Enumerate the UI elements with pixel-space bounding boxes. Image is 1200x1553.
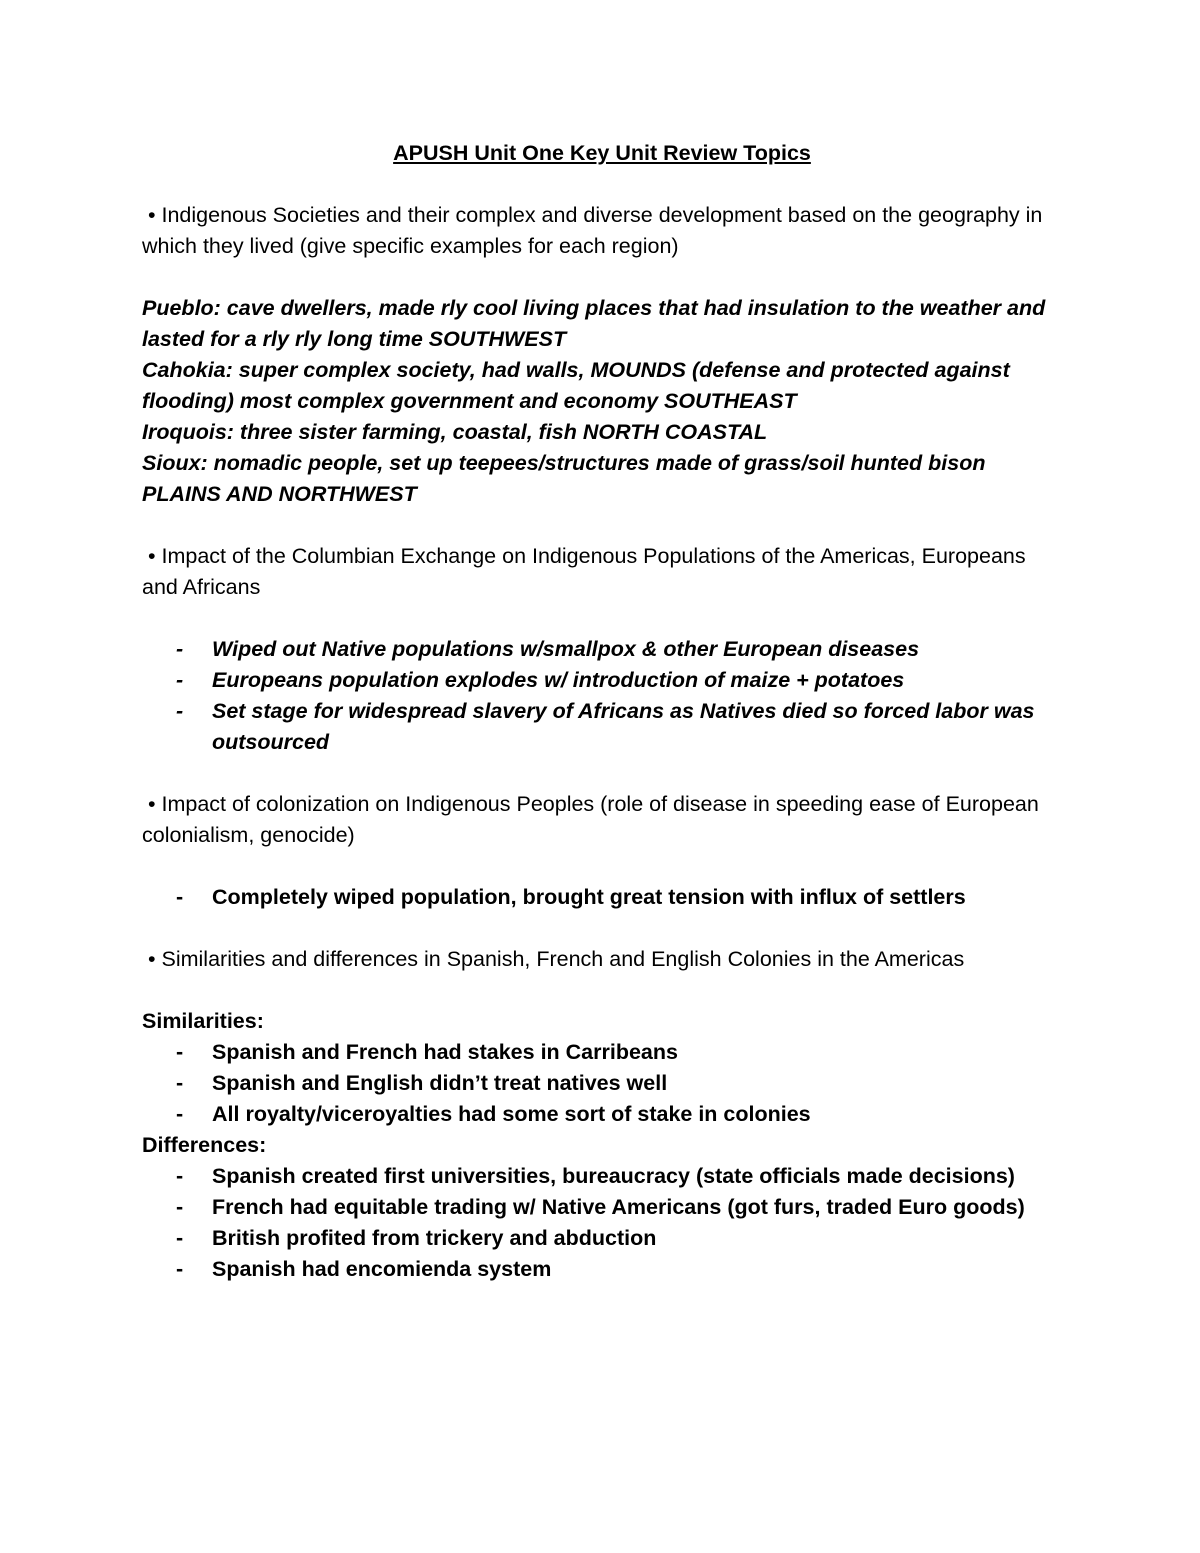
- similarities-list: [142, 1037, 1062, 1130]
- similarities-heading: Similarities:: [142, 1009, 264, 1033]
- topic-columbian-exchange: [142, 541, 1062, 603]
- regions-list: [142, 293, 1062, 510]
- region-iroquois: Iroquois: three sister farming, coastal, fish NORTH COASTAL: [142, 420, 768, 444]
- list-item-text: Wiped out Native populations w/smallpox & other European diseases: [212, 637, 920, 661]
- dash-icon: -: [176, 699, 184, 723]
- dash-icon: -: [176, 1102, 184, 1126]
- spacer: [142, 975, 1062, 1006]
- list-item: [142, 1254, 1062, 1285]
- document-page: [142, 138, 1062, 1285]
- dash-icon: -: [176, 1040, 184, 1064]
- list-item: [142, 1192, 1062, 1223]
- topic-indigenous-societies: [142, 200, 1062, 262]
- list-item-text: Spanish created first universities, bureaucracy (state officials made decisions): [212, 1164, 1015, 1188]
- dash-icon: -: [176, 1195, 184, 1219]
- list-item-text: Spanish had encomienda system: [212, 1257, 552, 1281]
- topic-colonization: [142, 789, 1062, 851]
- list-item-text: French had equitable trading w/ Native Americans (got furs, traded Euro goods): [212, 1195, 1025, 1219]
- list-item-text: Spanish and French had stakes in Carribeans: [212, 1040, 678, 1064]
- topic-colonies-comparison: [142, 944, 1062, 975]
- list-item: [142, 665, 1062, 696]
- bullet-icon: •: [147, 792, 156, 816]
- differences-list: [142, 1161, 1062, 1285]
- spacer: [142, 758, 1062, 789]
- region-sioux: Sioux: nomadic people, set up teepees/structures made of grass/soil hunted bison PLAINS AND NORTHWEST: [142, 451, 986, 506]
- colonization-points-list: [142, 882, 1062, 913]
- differences-heading: Differences:: [142, 1133, 267, 1157]
- list-item: [142, 882, 1062, 913]
- topic-text: Indigenous Societies and their complex and diverse development based on the geography in which they lived (give specific examples for each region): [142, 203, 1043, 258]
- list-item-text: Set stage for widespread slavery of Africans as Natives died so forced labor was outsourced: [212, 699, 1035, 754]
- region-cahokia: Cahokia: super complex society, had walls, MOUNDS (defense and protected against flooding) most complex government and economy SOUTHEAST: [142, 358, 1010, 413]
- bullet-icon: •: [147, 203, 156, 227]
- topic-text: Similarities and differences in Spanish, French and English Colonies in the Americas: [161, 947, 965, 971]
- dash-icon: -: [176, 1164, 184, 1188]
- spacer: [142, 510, 1062, 541]
- dash-icon: -: [176, 1226, 184, 1250]
- list-item: [142, 1223, 1062, 1254]
- dash-icon: -: [176, 668, 184, 692]
- dash-icon: -: [176, 1257, 184, 1281]
- topic-text: Impact of the Columbian Exchange on Indigenous Populations of the Americas, Europeans and Africans: [142, 544, 1026, 599]
- list-item-text: British profited from trickery and abduction: [212, 1226, 657, 1250]
- spacer: [142, 603, 1062, 634]
- document-title: APUSH Unit One Key Unit Review Topics: [393, 141, 811, 165]
- bullet-icon: •: [147, 544, 156, 568]
- list-item: [142, 1099, 1062, 1130]
- list-item: [142, 634, 1062, 665]
- list-item-text: All royalty/viceroyalties had some sort of stake in colonies: [212, 1102, 811, 1126]
- exchange-points-list: [142, 634, 1062, 758]
- bullet-icon: •: [147, 947, 156, 971]
- topic-text: Impact of colonization on Indigenous Peoples (role of disease in speeding ease of European colonialism, genocide): [142, 792, 1039, 847]
- spacer: [142, 851, 1062, 882]
- list-item-text: Spanish and English didn’t treat natives well: [212, 1071, 668, 1095]
- dash-icon: -: [176, 885, 184, 909]
- region-pueblo: Pueblo: cave dwellers, made rly cool living places that had insulation to the weather and lasted for a rly rly long time SOUTHWEST: [142, 296, 1046, 351]
- list-item: [142, 1161, 1062, 1192]
- list-item: [142, 1037, 1062, 1068]
- spacer: [142, 913, 1062, 944]
- dash-icon: -: [176, 1071, 184, 1095]
- list-item-text: Completely wiped population, brought great tension with influx of settlers: [212, 885, 966, 909]
- list-item: [142, 1068, 1062, 1099]
- dash-icon: -: [176, 637, 184, 661]
- list-item: [142, 696, 1062, 758]
- list-item-text: Europeans population explodes w/ introduction of maize + potatoes: [212, 668, 905, 692]
- spacer: [142, 262, 1062, 293]
